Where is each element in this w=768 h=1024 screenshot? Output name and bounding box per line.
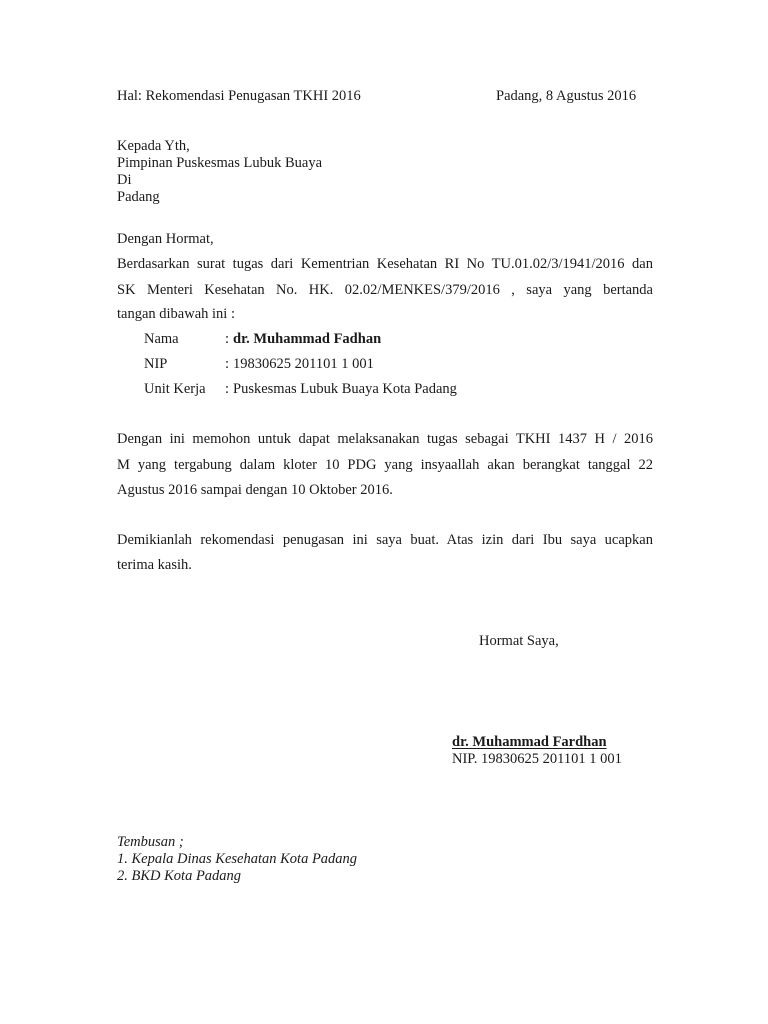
field-colon: : xyxy=(225,356,230,372)
greeting: Dengan Hormat, xyxy=(117,231,214,247)
paragraph-line: tangan dibawah ini : xyxy=(117,306,235,322)
paragraph-line: Agustus 2016 sampai dengan 10 Oktober 2016. xyxy=(117,482,393,498)
field-value: Puskesmas Lubuk Buaya Kota Padang xyxy=(233,381,457,397)
letter-subject: Hal: Rekomendasi Penugasan TKHI 2016 xyxy=(117,88,361,104)
copies-item: 2. BKD Kota Padang xyxy=(117,868,242,884)
paragraph-line: SK Menteri Kesehatan No. HK. 02.02/MENKES/379/2016 , saya yang bertanda xyxy=(117,282,653,298)
copies-item: 1. Kepala Dinas Kesehatan Kota Padang xyxy=(117,851,358,867)
field-colon: : xyxy=(225,381,230,397)
paragraph-line: Demikianlah rekomendasi penugasan ini saya buat. Atas izin dari Ibu saya ucapkan xyxy=(117,532,653,548)
field-label: NIP xyxy=(144,356,168,372)
paragraph-line: Berdasarkan surat tugas dari Kementrian Kesehatan RI No TU.01.02/3/1941/2016 dan xyxy=(117,256,653,272)
copies-heading: Tembusan ; xyxy=(117,834,184,850)
recipient-line: Kepada Yth, xyxy=(117,138,190,154)
paragraph-line: Dengan ini memohon untuk dapat melaksanakan tugas sebagai TKHI 1437 H / 2016 xyxy=(117,431,653,447)
recipient-line: Padang xyxy=(117,189,160,205)
field-label: Nama xyxy=(144,331,179,347)
field-label: Unit Kerja xyxy=(144,381,206,397)
signatory-name: dr. Muhammad Fardhan xyxy=(452,734,607,750)
recipient-line: Di xyxy=(117,172,132,188)
signature-salutation: Hormat Saya, xyxy=(479,633,559,649)
field-value: 19830625 201101 1 001 xyxy=(233,356,374,372)
paragraph-line: M yang tergabung dalam kloter 10 PDG yang insyaallah akan berangkat tanggal 22 xyxy=(117,457,653,473)
signatory-nip: NIP. 19830625 201101 1 001 xyxy=(452,751,622,767)
letter-place-date: Padang, 8 Agustus 2016 xyxy=(496,88,637,104)
paragraph-line: terima kasih. xyxy=(117,557,192,573)
field-colon: : xyxy=(225,331,230,347)
recipient-line: Pimpinan Puskesmas Lubuk Buaya xyxy=(117,155,323,171)
field-value: dr. Muhammad Fadhan xyxy=(233,331,382,347)
